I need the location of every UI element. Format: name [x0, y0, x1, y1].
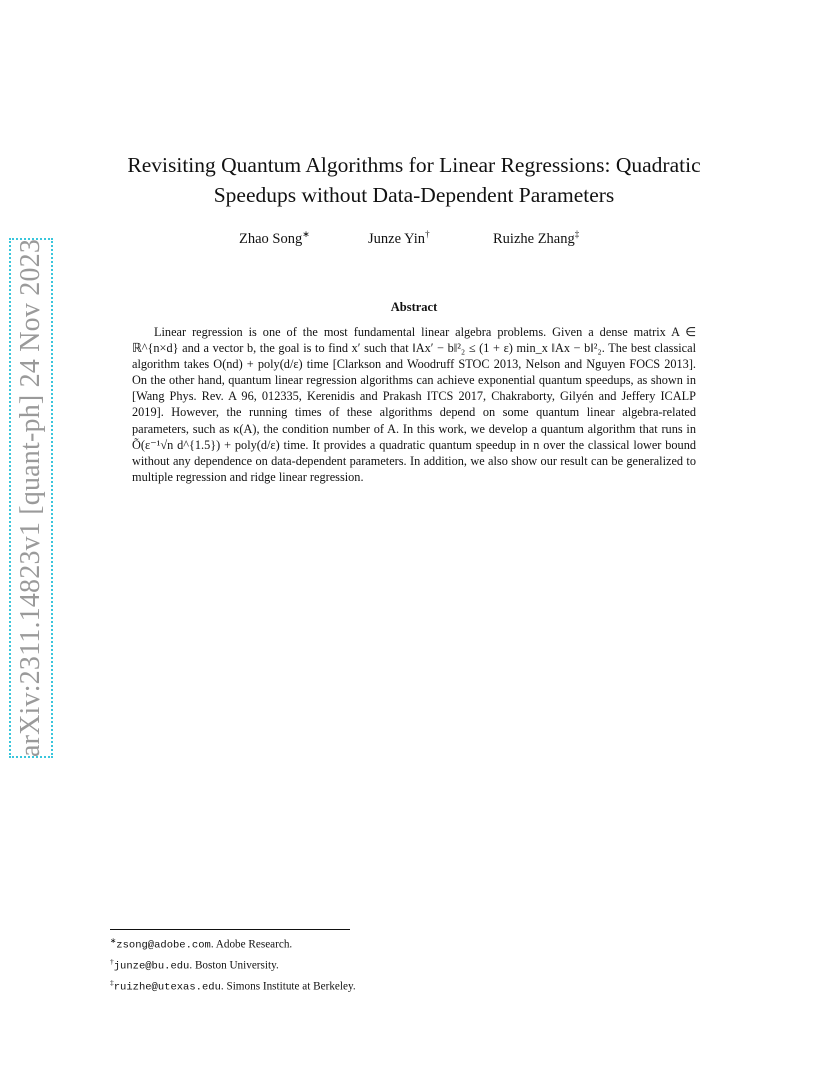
author-footnote-mark: ∗	[302, 229, 310, 239]
email-link[interactable]: zsong@adobe.com	[116, 939, 211, 952]
abstract-heading: Abstract	[390, 300, 438, 314]
email-link[interactable]: junze@bu.edu	[113, 960, 190, 973]
footnote-rule	[110, 929, 350, 930]
author-zhao-song: Zhao Song∗	[239, 229, 310, 247]
paper-title	[80, 150, 748, 210]
author-footnote-mark: ‡	[574, 229, 580, 239]
author-ruizhe-zhang: Ruizhe Zhang‡	[493, 229, 580, 247]
footnote-ruizhe-zhang: ‡ruizhe@utexas.edu. Simons Institute at Berkeley.	[110, 977, 356, 994]
arxiv-identifier-stamp	[9, 238, 53, 758]
paper-title-line-2: Speedups without Data-Dependent Parameters	[213, 183, 615, 207]
abstract-body: Linear regression is one of the most fundamental linear algebra problems. Given a dense matrix A ∈ ℝ^{n×d} and a vector b, the goal is to find x′ such that ‖Ax′ − b‖²₂ ≤ (1 + ε) min_x ‖Ax − b‖²₂. The best classical algorithm takes O(nd) + poly(d/ε) time [Clarkson and Woodruff STOC 2013, Nelson and Nguyen FOCS 2013]. On the other hand, quantum linear regression algorithms can achieve exponential quantum speedups, as shown in [Wang Phys. Rev. A 96, 012335, Kerenidis and Prakash ITCS 2017, Chakraborty, Gilyén and Jeffery ICALP 2019]. However, the running times of these algorithms depend on some quantum linear algebra-related parameters, such as κ(A), the condition number of A. In this work, we develop a quantum algorithm that runs in Õ(ε⁻¹√n d^{1.5}) + poly(d/ε) time. It provides a quadratic quantum speedup in n over the classical lower bound without any dependence on data-dependent parameters. In addition, we also show our result can be generalized to multiple regression and ridge linear regression.	[132, 325, 696, 484]
arxiv-identifier-text: arXiv:2311.14823v1 [quant-ph] 24 Nov 2023	[15, 238, 46, 758]
footnote-junze-yin: †junze@bu.edu. Boston University.	[110, 956, 279, 973]
author-junze-yin: Junze Yin†	[368, 229, 430, 247]
email-link[interactable]: ruizhe@utexas.edu	[113, 981, 221, 994]
footnotes	[110, 933, 356, 996]
paper-title-line-1: Revisiting Quantum Algorithms for Linear Regressions: Quadratic	[127, 153, 701, 177]
footnote-zhao-song: ∗zsong@adobe.com. Adobe Research.	[110, 936, 293, 952]
author-footnote-mark: †	[425, 229, 430, 239]
